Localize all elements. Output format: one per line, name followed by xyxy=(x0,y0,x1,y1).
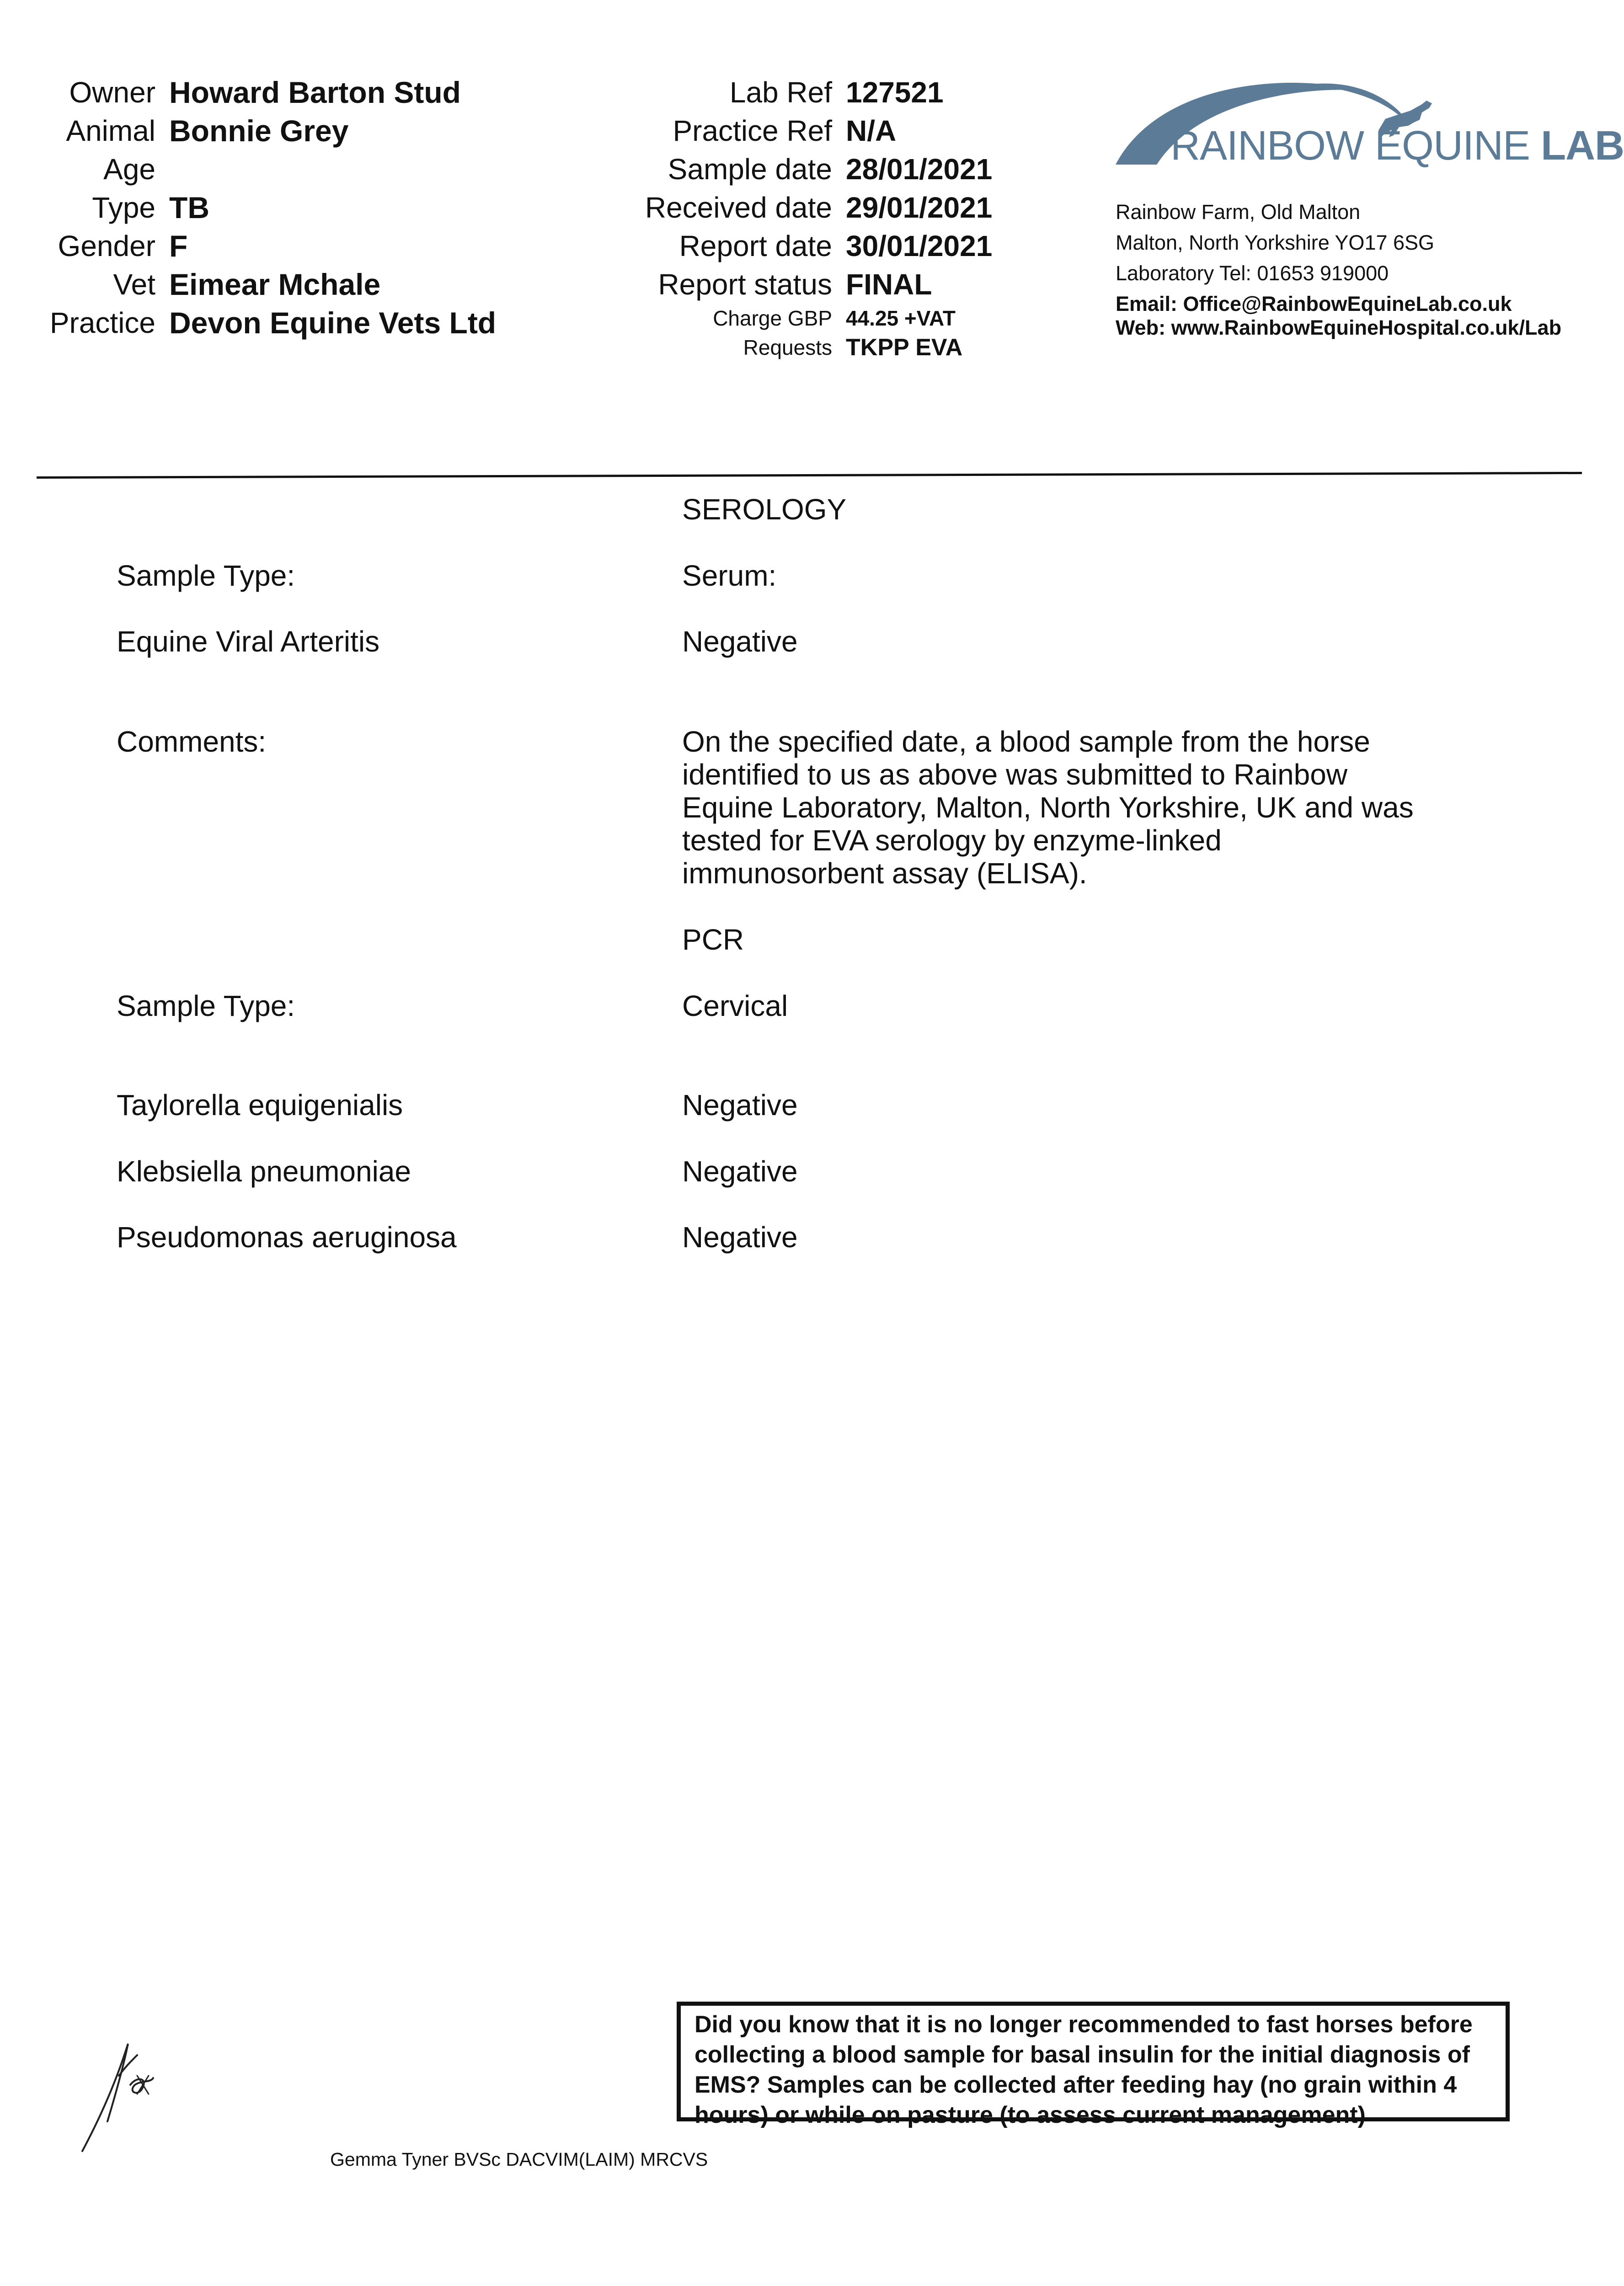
logo-wordmark xyxy=(1170,123,1624,170)
report-date-value: 30/01/2021 xyxy=(846,230,993,262)
type-value: TB xyxy=(169,191,209,224)
sample-date-value: 28/01/2021 xyxy=(846,153,993,186)
lab-email: Email: Office@RainbowEquineLab.co.uk xyxy=(1116,292,1512,315)
report-status-value: FINAL xyxy=(846,268,932,301)
report-info xyxy=(576,73,1079,362)
pcr-test-name-klebsiella: Klebsiella pneumoniae xyxy=(117,1155,411,1188)
pcr-test-result-klebsiella: Negative xyxy=(682,1155,798,1188)
requests-value: TKPP EVA xyxy=(846,334,963,361)
serology-heading: SEROLOGY xyxy=(682,493,847,526)
animal-value: Bonnie Grey xyxy=(169,114,349,148)
pcr-test-name-pseudomonas: Pseudomonas aeruginosa xyxy=(117,1221,457,1254)
logo-text-bold: LAB xyxy=(1541,123,1624,169)
requests-row xyxy=(576,333,1079,362)
practice-label: Practice xyxy=(49,306,155,339)
report-status-row xyxy=(576,265,1079,304)
received-date-value: 29/01/2021 xyxy=(846,191,993,224)
serology-sample-type-value: Serum: xyxy=(682,559,777,592)
owner-label: Owner xyxy=(69,76,155,109)
address-line-2: Malton, North Yorkshire YO17 6SG xyxy=(1116,231,1435,254)
gender-label: Gender xyxy=(58,230,155,262)
logo-text-light: RAINBOW EQUINE xyxy=(1170,123,1541,169)
report-status-label: Report status xyxy=(658,268,832,301)
charge-label: Charge GBP xyxy=(713,306,832,330)
lab-telephone: Laboratory Tel: 01653 919000 xyxy=(1116,262,1389,285)
lab-ref-label: Lab Ref xyxy=(729,76,832,109)
received-date-row xyxy=(576,188,1079,227)
vet-value: Eimear Mchale xyxy=(169,267,381,301)
ems-notice-box xyxy=(677,2002,1510,2128)
handwritten-signature xyxy=(73,2030,183,2158)
charge-value: 44.25 +VAT xyxy=(846,306,956,330)
sample-date-row xyxy=(576,150,1079,188)
report-date-row xyxy=(576,227,1079,265)
requests-label: Requests xyxy=(743,336,832,359)
address-line-1: Rainbow Farm, Old Malton xyxy=(1116,200,1361,224)
sample-date-label: Sample date xyxy=(668,153,832,186)
animal-label: Animal xyxy=(66,114,155,147)
signer-name: Gemma Tyner BVSc DACVIM(LAIM) MRCVS xyxy=(330,2149,708,2170)
type-label: Type xyxy=(92,191,155,224)
pcr-test-result-pseudomonas: Negative xyxy=(682,1221,798,1254)
pcr-test-result-taylorella: Negative xyxy=(682,1089,798,1122)
pcr-test-name-taylorella: Taylorella equigenialis xyxy=(117,1089,403,1122)
practice-ref-label: Practice Ref xyxy=(673,114,832,147)
lab-web: Web: www.RainbowEquineHospital.co.uk/Lab xyxy=(1116,316,1562,339)
vet-label: Vet xyxy=(113,268,155,301)
received-date-label: Received date xyxy=(645,191,832,224)
eva-test-name: Equine Viral Arteritis xyxy=(117,625,380,658)
practice-ref-value: N/A xyxy=(846,114,897,147)
lab-address xyxy=(1116,197,1561,340)
serology-sample-type-label: Sample Type: xyxy=(117,559,295,592)
owner-value: Howard Barton Stud xyxy=(169,75,461,109)
header-divider xyxy=(37,472,1582,479)
eva-test-result: Negative xyxy=(682,625,798,658)
comments-text: On the specified date, a blood sample from the horse identified to us as above was submitted to Rainbow Equine Laboratory, Malton, North Yorkshire, UK and was tested for EVA serology by enzyme-linked immunosorbent assay (ELISA). xyxy=(682,725,1414,890)
comments-label: Comments: xyxy=(117,725,267,758)
charge-row xyxy=(576,304,1079,333)
pcr-sample-type-value: Cervical xyxy=(682,989,788,1022)
report-date-label: Report date xyxy=(679,230,832,262)
practice-ref-row xyxy=(576,112,1079,150)
lab-ref-value: 127521 xyxy=(846,76,944,109)
ems-notice-text: Did you know that it is no longer recommended to fast horses before collecting a blood sample for basal insulin for the initial diagnosis of EMS? Samples can be collected after feeding hay (no grain within 4 hours) or while on pasture (to assess current management) xyxy=(694,2011,1473,2128)
pcr-sample-type-label: Sample Type: xyxy=(117,989,295,1022)
practice-value: Devon Equine Vets Ltd xyxy=(169,306,497,340)
lab-ref-row xyxy=(576,73,1079,112)
pcr-heading: PCR xyxy=(682,923,744,956)
gender-value: F xyxy=(169,229,188,263)
age-label: Age xyxy=(103,153,155,186)
rainbow-equine-lab-logo xyxy=(1106,69,1624,178)
